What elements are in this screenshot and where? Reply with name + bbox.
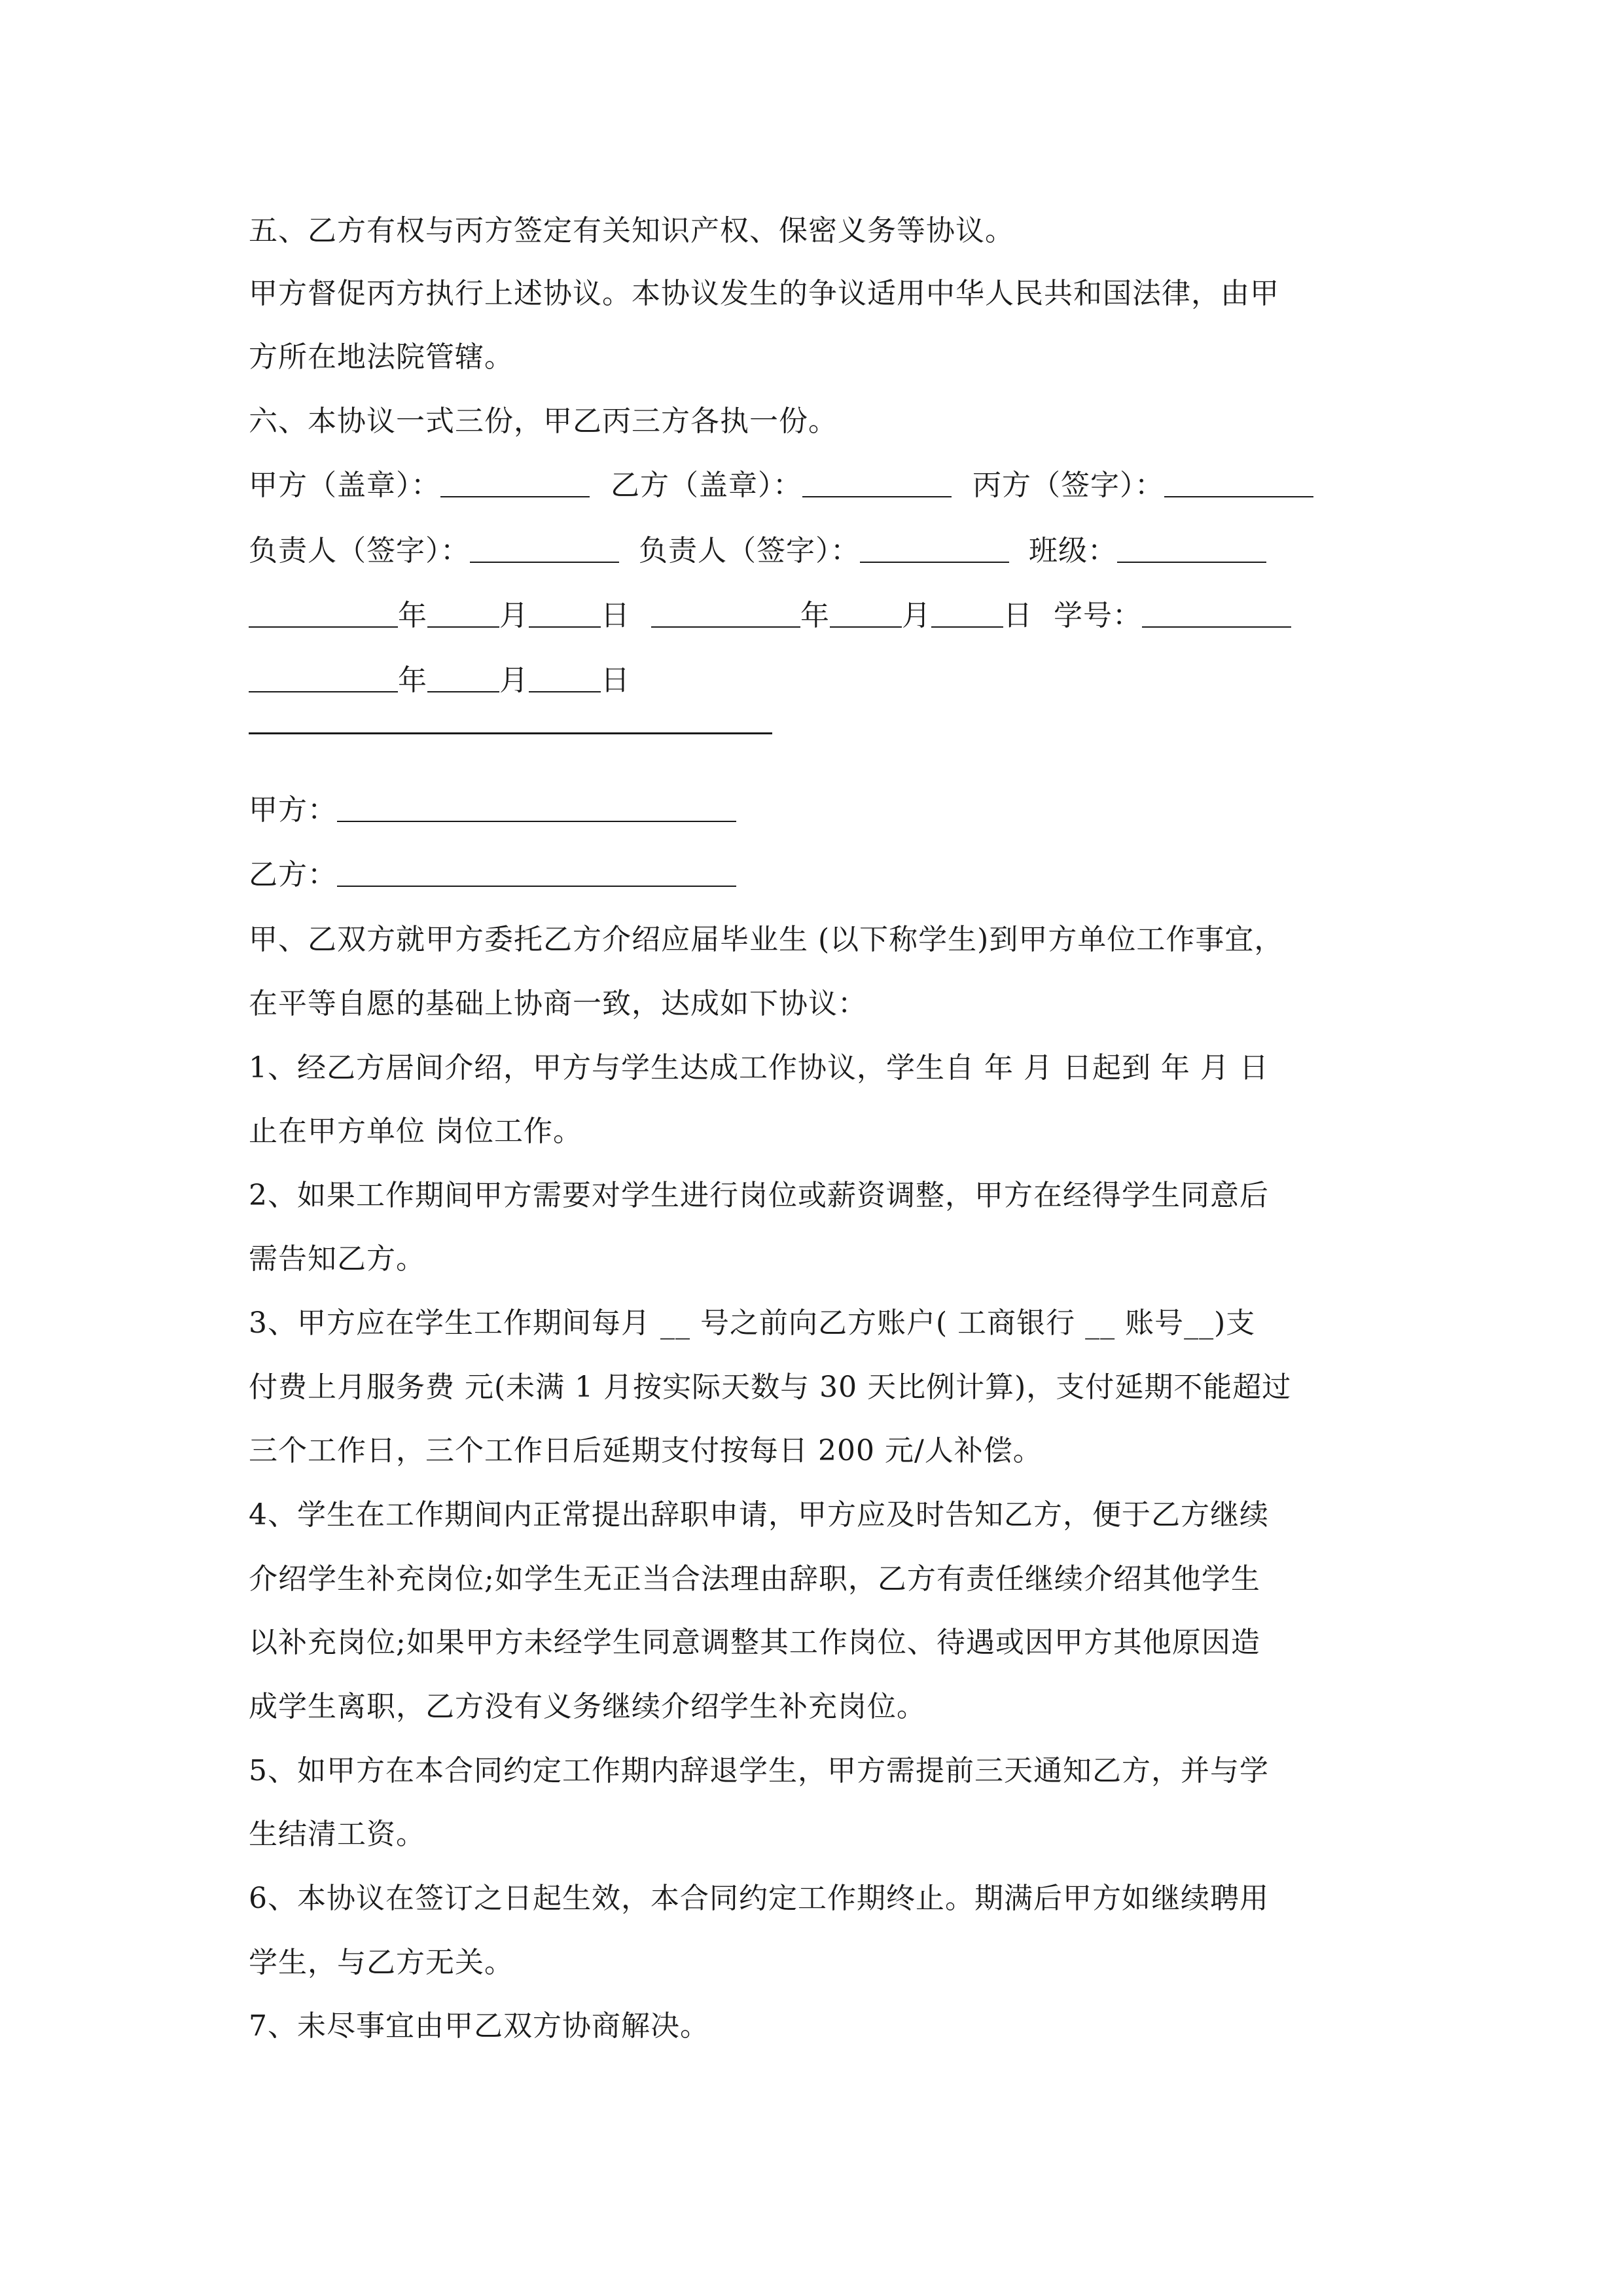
- signature-row-1: [249, 469, 1313, 503]
- party-b-seal-blank: [802, 470, 952, 497]
- party-c-sign-blank: [1164, 470, 1313, 497]
- clause-3-line-2: 付费上月服务费 元(未满 1 月按实际天数与 30 天比例计算)，支付延期不能超过: [249, 1371, 1292, 1404]
- clause-2-line-2: 需告知乙方。: [249, 1242, 425, 1276]
- governing-law-line-2: 方所在地法院管辖。: [249, 340, 514, 374]
- party-b-label: 乙方：: [249, 858, 337, 891]
- month-label: 月: [499, 664, 529, 697]
- preamble-line-2: 在平等自愿的基础上协商一致，达成如下协议：: [249, 987, 867, 1020]
- party-b-row: [249, 858, 736, 892]
- party-b-seal-label: 乙方（盖章）：: [611, 469, 802, 502]
- year-label: 年: [398, 664, 427, 697]
- clause-7: 7、未尽事宜由甲乙双方协商解决。: [249, 2009, 709, 2043]
- clause-5: 五、乙方有权与丙方签定有关知识产权、保密义务等协议。: [249, 214, 1014, 247]
- day-label: 日: [1003, 599, 1033, 632]
- class-blank: [1117, 535, 1266, 563]
- student-id-label: 学号：: [1054, 599, 1142, 632]
- party-b-head-label: 负责人（签字）：: [639, 534, 860, 567]
- date-row-1: [249, 599, 1291, 633]
- clause-5-line-1: 5、如甲方在本合同约定工作期内辞退学生，甲方需提前三天通知乙方，并与学: [249, 1754, 1269, 1787]
- clause-5-line-2: 生结清工资。: [249, 1818, 425, 1851]
- clause-4-line-1: 4、学生在工作期间内正常提出辞职申请，甲方应及时告知乙方，便于乙方继续: [249, 1498, 1269, 1532]
- clause-2-line-1: 2、如果工作期间甲方需要对学生进行岗位或薪资调整，甲方在经得学生同意后: [249, 1179, 1269, 1212]
- date-row-2: [249, 664, 630, 698]
- clause-4-line-2: 介绍学生补充岗位;如学生无正当合法理由辞职，乙方有责任继续介绍其他学生: [249, 1562, 1260, 1596]
- party-a-row: [249, 793, 736, 827]
- clause-6-line-1: 6、本协议在签订之日起生效，本合同约定工作期终止。期满后甲方如继续聘用: [249, 1882, 1269, 1915]
- day-label: 日: [601, 664, 630, 697]
- clause-6-line-2: 学生，与乙方无关。: [249, 1946, 514, 1979]
- party-a-seal-blank: [440, 470, 590, 497]
- signature-row-2: [249, 534, 1266, 568]
- party-a-head-label: 负责人（签字）：: [249, 534, 470, 567]
- clause-4-line-3: 以补充岗位;如果甲方未经学生同意调整其工作岗位、待遇或因甲方其他原因造: [249, 1626, 1260, 1659]
- party-b-head-blank: [860, 535, 1009, 563]
- clause-3-line-3: 三个工作日，三个工作日后延期支付按每日 200 元/人补偿。: [249, 1434, 1043, 1467]
- year-label: 年: [398, 599, 427, 632]
- month-label: 月: [499, 599, 529, 632]
- clause-1-line-1: 1、经乙方居间介绍，甲方与学生达成工作协议，学生自 年 月 日起到 年 月 日: [249, 1051, 1269, 1085]
- year-label: 年: [800, 599, 830, 632]
- clause-3-line-1: 3、甲方应在学生工作期间每月 __ 号之前向乙方账户( 工商银行 __ 账号__)支: [249, 1306, 1256, 1340]
- party-c-sign-label: 丙方（签字）：: [972, 469, 1164, 502]
- section-divider: [249, 732, 772, 734]
- day-label: 日: [601, 599, 630, 632]
- class-label: 班级：: [1029, 534, 1117, 567]
- party-a-blank: [337, 795, 736, 822]
- party-b-blank: [337, 859, 736, 887]
- governing-law-line-1: 甲方督促丙方执行上述协议。本协议发生的争议适用中华人民共和国法律，由甲: [249, 277, 1279, 310]
- clause-4-line-4: 成学生离职，乙方没有义务继续介绍学生补充岗位。: [249, 1690, 926, 1723]
- party-a-seal-label: 甲方（盖章）：: [249, 469, 440, 502]
- clause-6: 六、本协议一式三份，甲乙丙三方各执一份。: [249, 404, 838, 438]
- preamble-line-1: 甲、乙双方就甲方委托乙方介绍应届毕业生 (以下称学生)到甲方单位工作事宜，: [249, 923, 1284, 956]
- party-a-head-blank: [470, 535, 619, 563]
- student-id-blank: [1142, 600, 1291, 628]
- month-label: 月: [902, 599, 931, 632]
- party-a-label: 甲方：: [249, 793, 337, 827]
- clause-1-line-2: 止在甲方单位 岗位工作。: [249, 1115, 582, 1148]
